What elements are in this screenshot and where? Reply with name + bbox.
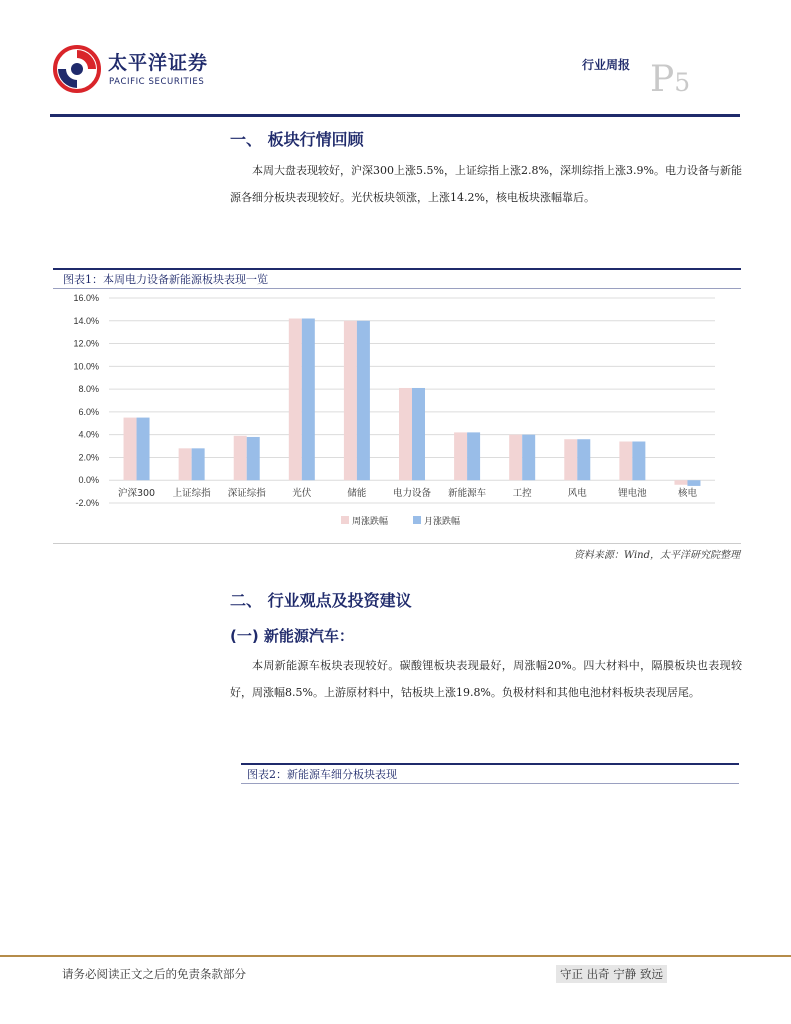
x-tick-label: 锂电池 xyxy=(618,488,647,500)
bar xyxy=(137,418,150,481)
figure2-title-bar xyxy=(241,763,739,784)
header-rule xyxy=(50,114,740,117)
section1-paragraph: 本周大盘表现较好，沪深300上涨5.5%，上证综指上涨2.8%，深圳综指上涨3.9%。电力设备与新能源各细分板块表现较好。光伏板块领涨，上涨14.2%，核电板块涨幅靠后。 xyxy=(230,164,742,204)
x-tick-label: 风电 xyxy=(567,488,587,500)
bar xyxy=(399,388,412,480)
bar xyxy=(687,480,700,486)
section2-heading: 二、 行业观点及投资建议 xyxy=(230,591,412,610)
y-tick-label: 10.0% xyxy=(73,361,99,372)
sector-performance-chart xyxy=(53,288,741,542)
x-tick-label: 电力设备 xyxy=(392,488,432,500)
page-digit: 5 xyxy=(674,68,691,97)
bar xyxy=(302,319,315,481)
x-tick-label: 新能源车 xyxy=(448,488,487,500)
section2-subheading: (一) 新能源汽车： xyxy=(230,627,354,645)
footer-disclaimer: 请务必阅读正文之后的免责条款部分 xyxy=(62,967,246,981)
bar xyxy=(467,432,480,480)
figure1-title: 图表1：本周电力设备新能源板块表现一览 xyxy=(63,273,268,286)
bar xyxy=(564,439,577,480)
company-logo-mark xyxy=(52,44,102,94)
y-tick-label: 14.0% xyxy=(73,315,99,326)
figure2-title: 图表2：新能源车细分板块表现 xyxy=(247,768,397,781)
figure1-source: 资料来源：Wind，太平洋研究院整理 xyxy=(573,550,740,561)
section1-heading: 一、 板块行情回顾 xyxy=(230,130,364,149)
y-tick-label: -2.0% xyxy=(75,498,99,508)
x-tick-label: 深证综指 xyxy=(227,488,266,500)
x-tick-label: 储能 xyxy=(347,488,367,500)
legend-swatch xyxy=(341,516,349,524)
legend-swatch xyxy=(413,516,421,524)
bar xyxy=(577,439,590,480)
x-tick-label: 核电 xyxy=(677,488,697,500)
legend-label: 周涨跌幅 xyxy=(352,517,389,527)
bar xyxy=(234,436,247,480)
section2-paragraph: 本周新能源车板块表现较好。碳酸锂板块表现最好，周涨幅20%。四大材料中，隔膜板块也表现较好，周涨幅8.5%。上游原材料中，钴板块上涨19.8%。负极材料和其他电池材料板块表现居尾。 xyxy=(230,659,742,699)
x-tick-label: 工控 xyxy=(512,488,532,500)
bar xyxy=(179,448,192,480)
y-tick-label: 16.0% xyxy=(73,293,99,303)
y-tick-label: 2.0% xyxy=(78,452,99,463)
y-tick-label: 6.0% xyxy=(78,406,99,417)
bar xyxy=(289,319,302,481)
bar xyxy=(124,418,137,481)
figure1-title-bar xyxy=(53,268,741,289)
x-tick-label: 沪深300 xyxy=(117,488,156,500)
bar xyxy=(247,437,260,480)
company-name-cn: 太平洋证券 xyxy=(108,52,209,74)
company-name-en: PACIFIC SECURITIES xyxy=(109,77,205,87)
y-tick-label: 4.0% xyxy=(78,429,99,440)
y-tick-label: 12.0% xyxy=(73,338,99,349)
bar xyxy=(192,448,205,480)
x-tick-label: 光伏 xyxy=(292,488,312,500)
bar xyxy=(412,388,425,480)
legend-label: 月涨跌幅 xyxy=(424,517,461,527)
company-logo xyxy=(52,44,222,94)
y-tick-label: 8.0% xyxy=(78,384,99,395)
footer-rule xyxy=(0,955,791,957)
bar xyxy=(357,321,370,480)
bar xyxy=(344,321,357,480)
chart-bottom-rule xyxy=(53,543,741,544)
bar xyxy=(632,442,645,481)
page-letter: P xyxy=(650,59,675,100)
footer-motto: 守正 出奇 宁静 致远 xyxy=(556,965,667,983)
bar xyxy=(509,435,522,481)
bar xyxy=(522,435,535,481)
bar xyxy=(674,480,687,485)
y-tick-label: 0.0% xyxy=(78,475,99,486)
bar xyxy=(454,432,467,480)
report-type: 行业周报 xyxy=(582,58,631,72)
x-tick-label: 上证综指 xyxy=(172,488,211,500)
page-number xyxy=(650,59,691,101)
bar xyxy=(619,442,632,481)
